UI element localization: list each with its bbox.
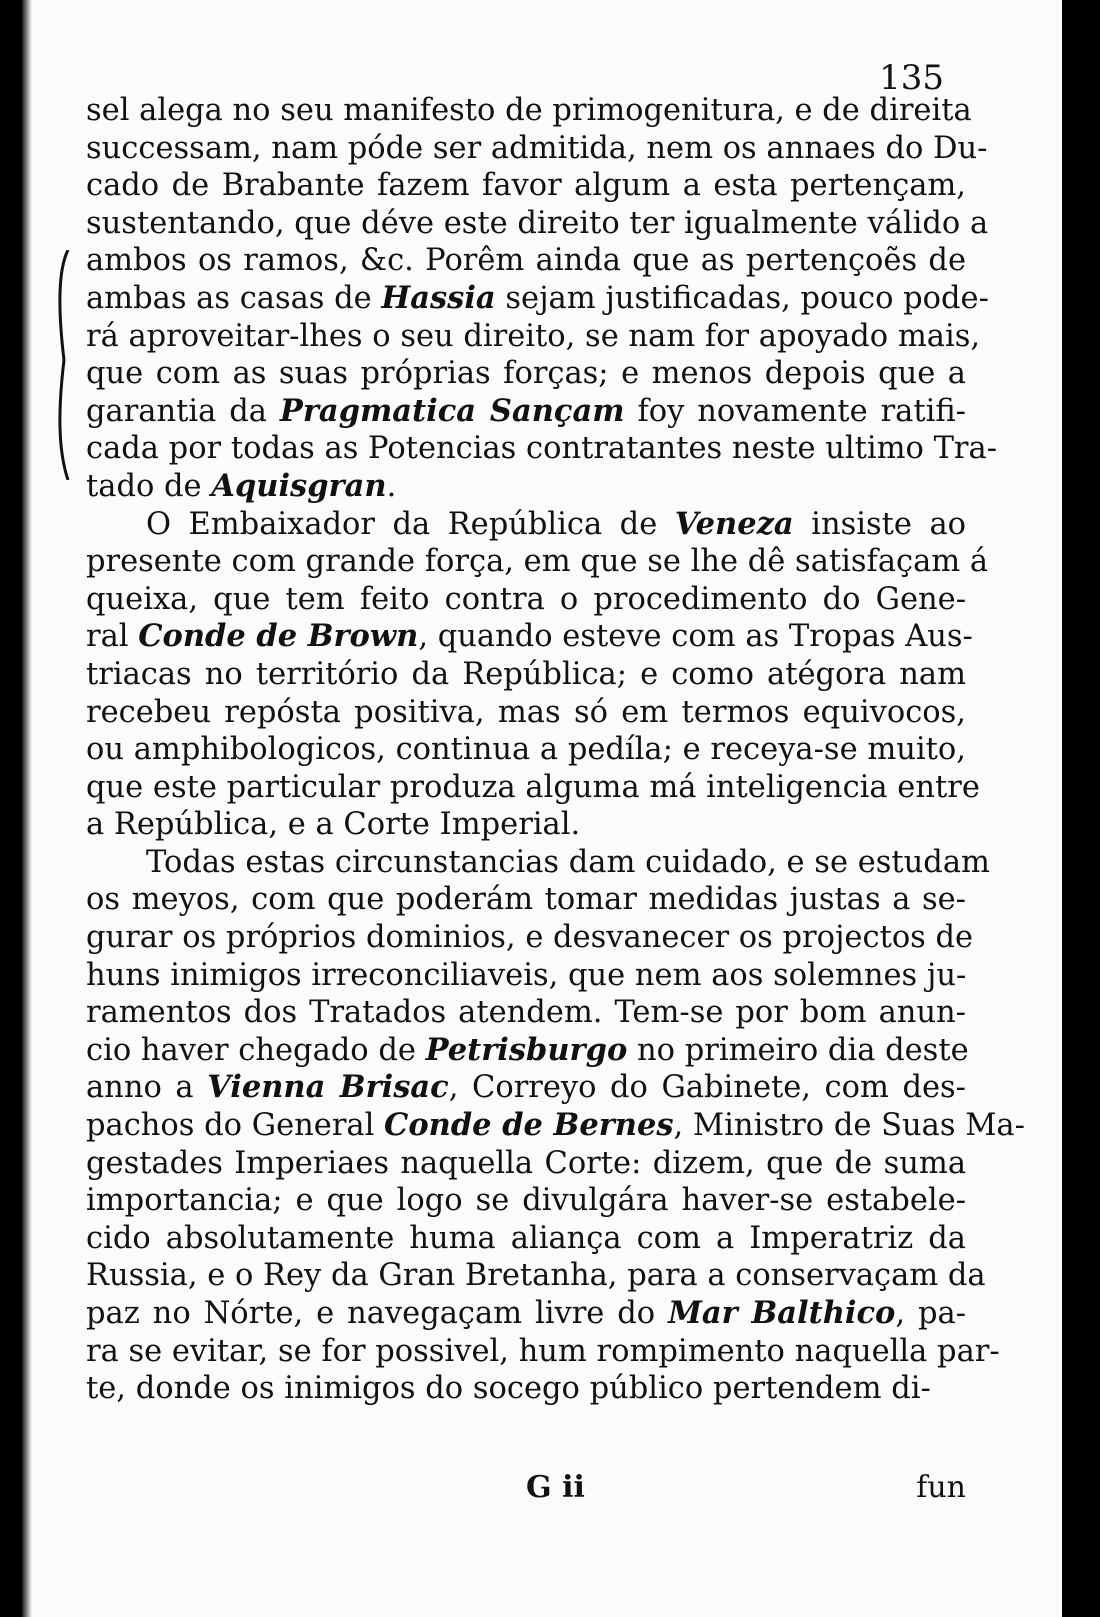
paragraph [86, 844, 1025, 1408]
text-line: pachos do General Conde de Bernes, Ministro de Suas Ma- [86, 1107, 1025, 1144]
paragraph [86, 505, 989, 844]
body-text [86, 92, 1025, 1408]
text-line: rá aproveitar-lhes o seu direito, se nam for apoyado mais, [86, 318, 981, 354]
text-line: os meyos, com que poderám tomar medidas justas a se- [86, 882, 966, 918]
text-line: sel alega no seu manifesto de primogenitura, e de direita [86, 93, 972, 128]
signature-mark: G ii [526, 1470, 585, 1505]
catchword: fun [916, 1470, 966, 1505]
text-line: O Embaixador da República de Veneza insiste ao [146, 505, 966, 542]
text-line: queixa, que tem feito contra o procedimento do Gene- [86, 581, 966, 617]
text-line: tado de Aquisgran. [86, 467, 397, 504]
text-line: cado de Brabante fazem favor algum a esta pertençam, [86, 168, 966, 204]
text-line: successam, nam póde ser admitida, nem os annaes do Du- [86, 130, 988, 166]
margin-bracket-mark [56, 250, 70, 480]
paragraph [86, 92, 997, 506]
text-line: ambas as casas de Hassia sejam justificadas, pouco pode- [86, 279, 989, 316]
text-line: cido absolutamente huma aliança com a Imperatriz da [86, 1220, 966, 1256]
text-line: garantia da Pragmatica Sançam foy novamente ratifi- [86, 392, 966, 429]
text-line: Russia, e o Rey da Gran Bretanha, para a conservaçam da [86, 1258, 986, 1294]
page-number: 135 [879, 58, 944, 98]
text-line: gestades Imperiaes naquella Corte: dizem, que de suma [86, 1145, 966, 1181]
text-line: que este particular produza alguma má inteligencia entre [86, 769, 980, 805]
text-line: presente com grande força, em que se lhe dê satisfaçam á [86, 544, 989, 580]
text-line: a República, e a Corte Imperial. [86, 807, 581, 843]
text-line: ambos os ramos, &c. Porêm ainda que as pertençoẽs de [86, 243, 966, 279]
text-line: ramentos dos Tratados atendem. Tem-se por bom anun- [86, 995, 966, 1031]
text-line: importancia; e que logo se divulgára haver-se estabele- [86, 1183, 966, 1219]
text-line: recebeu repósta positiva, mas só em termos equivocos, [86, 694, 966, 730]
text-line: te, donde os inimigos do socego público pertendem di- [86, 1371, 931, 1407]
text-line: sustentando, que déve este direito ter igualmente válido a [86, 205, 989, 241]
text-line: gurar os próprios dominios, e desvanecer os projectos de [86, 920, 974, 956]
text-line: triacas no território da República; e como atégora nam [86, 656, 966, 692]
book-page [22, 0, 1062, 1617]
text-line: ra se evitar, se for possivel, hum rompimento naquella par- [86, 1333, 1000, 1369]
text-line: anno a Vienna Brisac, Correyo do Gabinete, com des- [86, 1069, 966, 1106]
text-line: cada por todas as Potencias contratantes neste ultimo Tra- [86, 431, 997, 467]
page-footer [86, 1470, 966, 1510]
text-line: ou amphibologicos, continua a pedíla; e receya-se muito, [86, 732, 966, 768]
text-line: paz no Nórte, e navegaçam livre do Mar Balthico, pa- [86, 1295, 967, 1331]
text-line: cio haver chegado de Petrisburgo no primeiro dia deste [86, 1031, 969, 1068]
text-line: que com as suas próprias forças; e menos depois que a [86, 356, 966, 392]
page-edge-shadow [22, 0, 32, 1617]
text-line: ral Conde de Brown, quando esteve com as Tropas Aus- [86, 618, 973, 655]
text-line: Todas estas circunstancias dam cuidado, e se estudam [146, 844, 990, 880]
text-line: huns inimigos irreconciliaveis, que nem aos solemnes ju- [86, 957, 967, 993]
